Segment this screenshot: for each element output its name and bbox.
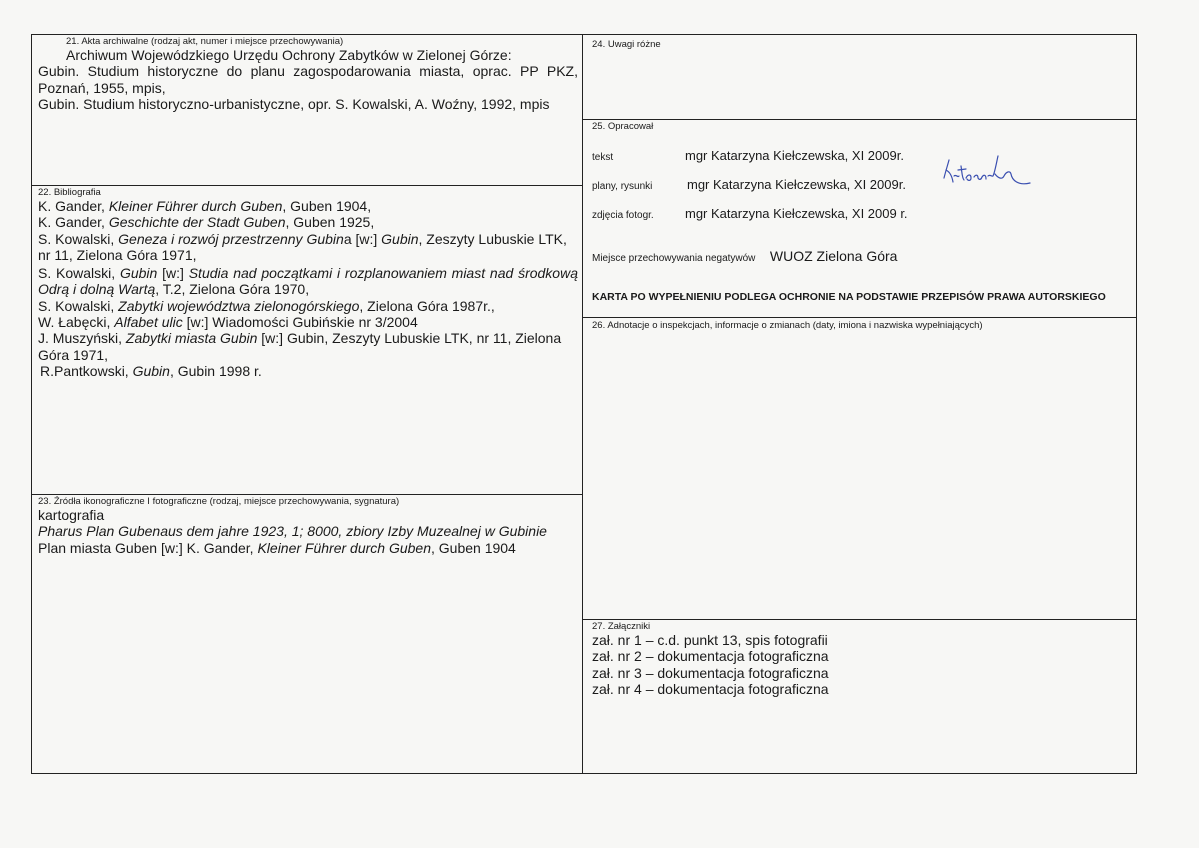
section-26-header: 26. Adnotacje o inspekcjach, informacje o zmianach (daty, imiona i nazwiska wypełniających) — [592, 320, 983, 331]
divider-21-22 — [31, 185, 583, 186]
handwritten-signature — [940, 150, 1040, 195]
prepared-row-photos: zdjęcia fotogr. mgr Katarzyna Kiełczewska, XI 2009 r. — [592, 206, 908, 221]
divider-24-25 — [582, 119, 1137, 120]
bib-item: S. Kowalski, Gubin [w:] Studia nad początkami i rozplanowaniem miast nad środkową Odrą i dolną Wartą, T.2, Zielona Góra 1970, — [38, 265, 578, 298]
column-divider — [582, 34, 583, 774]
prepared-row-plans: plany, rysunki mgr Katarzyna Kiełczewska, XI 2009r. — [592, 177, 906, 192]
section-remarks — [592, 39, 1132, 50]
bib-item: S. Kowalski, Zabytki województwa zielonogórskiego, Zielona Góra 1987r., — [38, 297, 495, 314]
attachment-item: zał. nr 4 – dokumentacja fotograficzna — [592, 680, 829, 697]
section-iconographic-sources — [38, 496, 578, 556]
divider-25-26 — [582, 317, 1137, 318]
section-archival-records — [38, 36, 578, 112]
section-inspection-notes — [592, 320, 1132, 331]
s21-line-3: Gubin. Studium historyczno-urbanistyczne, opr. S. Kowalski, A. Woźny, 1992, mpis — [38, 95, 550, 112]
copyright-notice: KARTA PO WYPEŁNIENIU PODLEGA OCHRONIE NA PODSTAWIE PRZEPISÓW PRAWA AUTORSKIEGO — [592, 291, 1106, 303]
prepared-row-text: tekst mgr Katarzyna Kiełczewska, XI 2009r. — [592, 148, 904, 163]
divider-22-23 — [31, 494, 583, 495]
bib-item: W. Łabęcki, Alfabet ulic [w:] Wiadomości Gubińskie nr 3/2004 — [38, 314, 418, 331]
section-25-header: 25. Opracował — [592, 121, 654, 132]
bib-item: R.Pantkowski, Gubin, Gubin 1998 r. — [40, 362, 262, 379]
section-bibliography — [38, 187, 578, 379]
section-prepared-by — [592, 121, 1132, 316]
attachment-item: zał. nr 3 – dokumentacja fotograficzna — [592, 664, 829, 681]
bib-item: K. Gander, Geschichte der Stadt Guben, Guben 1925, — [38, 214, 375, 231]
section-21-header: 21. Akta archiwalne (rodzaj akt, numer i miejsce przechowywania) — [66, 36, 344, 47]
bib-item: K. Gander, Kleiner Führer durch Guben, Guben 1904, — [38, 198, 372, 214]
section-27-header: 27. Załączniki — [592, 621, 651, 632]
s21-line-1: Archiwum Wojewódzkiego Urzędu Ochrony Zabytków w Zielonej Górze: — [66, 47, 512, 63]
divider-26-27 — [582, 619, 1137, 620]
s23-line-1: Pharus Plan Gubenaus dem jahre 1923, 1; 8000, zbiory Izby Muzealnej w Gubinie — [38, 523, 547, 540]
attachment-item: zał. nr 1 – c.d. punkt 13, spis fotografii — [592, 632, 828, 648]
s23-kind: kartografia — [38, 507, 105, 523]
s23-line-2: Plan miasta Guben [w:] K. Gander, Kleiner Führer durch Guben, Guben 1904 — [38, 539, 516, 556]
section-24-header: 24. Uwagi różne — [592, 39, 661, 50]
s21-line-2: Gubin. Studium historyczne do planu zagospodarowania miasta, oprac. PP PKZ, Poznań, 1955, mpis, — [38, 63, 578, 96]
negatives-location: Miejsce przechowywania negatywów WUOZ Zielona Góra — [592, 248, 898, 264]
bib-item: S. Kowalski, Geneza i rozwój przestrzenny Gubina [w:] Gubin, Zeszyty Lubuskie LTK, nr 11, Zielona Góra 1971, — [38, 230, 567, 263]
section-23-header: 23. Źródła ikonograficzne I fotograficzne (rodzaj, miejsce przechowywania, sygnatura) — [38, 496, 400, 507]
section-attachments — [592, 621, 1132, 697]
section-22-header: 22. Bibliografia — [38, 187, 101, 198]
attachment-item: zał. nr 2 – dokumentacja fotograficzna — [592, 648, 829, 665]
bib-item: J. Muszyński, Zabytki miasta Gubin [w:] Gubin, Zeszyty Lubuskie LTK, nr 11, Zielona Góra 1971, — [38, 330, 562, 363]
